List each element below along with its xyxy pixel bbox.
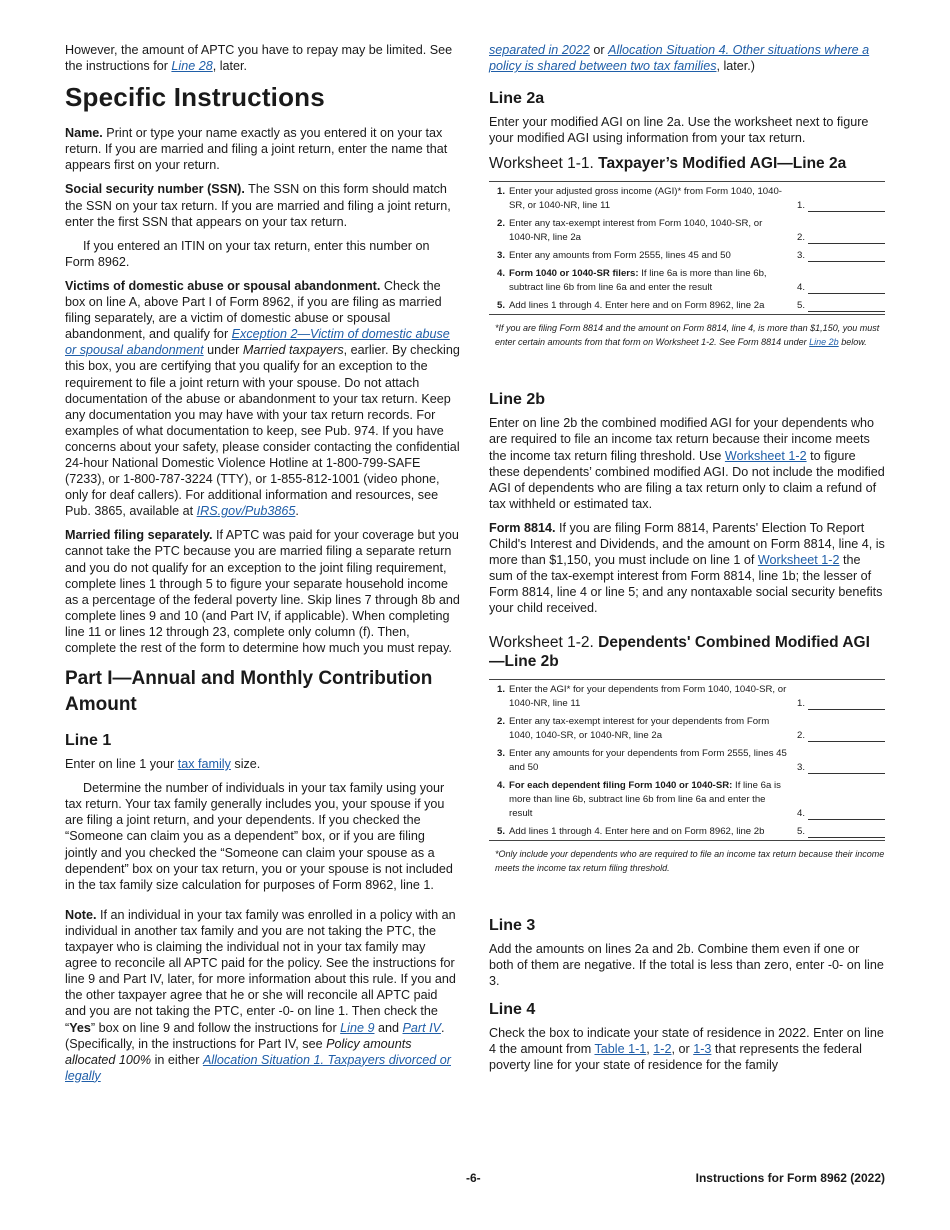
amount-field[interactable] <box>808 299 885 312</box>
link-line-9[interactable]: Line 9 <box>340 1020 375 1035</box>
link-tax-family[interactable]: tax family <box>177 757 231 772</box>
worksheet-1-2-row: 5. Add lines 1 through 4. Enter here and on Form 8962, line 2b 5. <box>489 822 885 841</box>
link-worksheet-1-2[interactable]: Worksheet 1-2 <box>757 553 840 568</box>
mfs-paragraph: Married filing separately. If APTC was paid for your coverage but you cannot take the PTC because you are married filing a separate return and you do not qualify for an exception to the joint filing requirement, complete lines 1 through 5 to figure your separate household income as a percentage of the federal poverty line. Skip lines 7 through 8b and complete lines 9 and 10 (and Part IV, if applicable). When completing line 11 or lines 12 through 23, complete only column (f). Then, complete the rest of the form to determine how much you must repay. <box>65 528 460 655</box>
ssn-paragraph: Social security number (SSN). The SSN on this form should match the SSN on your tax return. If you are married and filing a joint return, enter the first SSN that appears on your tax return. <box>65 182 451 229</box>
worksheet-1-1-row: 2. Enter any tax-exempt interest from Form 1040, 1040-SR, or 1040-NR, line 2a 2. <box>489 214 885 246</box>
line-2a-heading: Line 2a <box>489 90 545 108</box>
left-column <box>65 42 460 1092</box>
link-allocation-situation-4[interactable]: Allocation Situation 4. Other situations where a policy is shared between two tax families <box>489 43 870 74</box>
link-allocation-situation-1[interactable]: Allocation Situation 1. Taxpayers divorced or legally <box>65 1052 451 1083</box>
amount-field[interactable] <box>808 281 885 294</box>
worksheet-1-1-row: 4. Form 1040 or 1040-SR filers: If line 6a is more than line 6b, subtract line 6b from line 6a and enter the result 4. <box>489 264 885 296</box>
worksheet-1-2-title: Worksheet 1-2. Dependents' Combined Modified AGI—Line 2b <box>489 633 870 670</box>
page-number: -6- <box>466 1171 481 1185</box>
name-paragraph: Name. Print or type your name exactly as you entered it on your tax return. If you are married and filing a joint return, enter the name that appears first on your return. <box>65 126 448 173</box>
line-1-paragraph: Enter on line 1 your tax family size. <box>65 757 261 772</box>
link-line-28[interactable]: Line 28 <box>171 59 213 74</box>
line-3-heading: Line 3 <box>489 916 536 934</box>
line-3-paragraph: Add the amounts on lines 2a and 2b. Combine them even if one or both of them are negative. If the total is less than zero, enter -0- on line 3. <box>489 941 884 988</box>
part-1-heading: Part I—Annual and Monthly Contribution Amount <box>65 668 433 716</box>
tax-family-paragraph: Determine the number of individuals in your tax family using your tax return. Your tax family generally includes you, your spouse if you are filing a joint return, and your dependents. If you checked the “Someone can claim you as a dependent” box, or if you are filing jointly and you checked the “Someone can claim your spouse as a dependent” box on your tax return, you or your spouse is not included in the tax family size calculation for purposes of Form 8962, line 1. <box>65 781 453 892</box>
worksheet-1-2 <box>489 679 885 841</box>
link-exception-2[interactable]: Exception 2—Victim of domestic abuse or spousal abandonment <box>65 327 450 358</box>
worksheet-1-1 <box>489 181 885 315</box>
line-4-heading: Line 4 <box>489 1000 536 1018</box>
link-table-1-3[interactable]: 1-3 <box>693 1041 712 1056</box>
worksheet-1-1-row: 5. Add lines 1 through 4. Enter here and on Form 8962, line 2a 5. <box>489 296 885 315</box>
amount-field[interactable] <box>808 249 885 262</box>
worksheet-1-2-row: 1. Enter the AGI* for your dependents from Form 1040, 1040-SR, or 1040-NR, line 11 1. <box>489 680 885 712</box>
line-2a-paragraph: Enter your modified AGI on line 2a. Use the worksheet next to figure your modified AGI using information from your tax return. <box>489 115 869 146</box>
link-irs-pub3865[interactable]: IRS.gov/Pub3865 <box>196 504 296 519</box>
note-paragraph: Note. If an individual in your tax family was enrolled in a policy with an individual in another tax family and you are not taking the PTC, the taxpayer who is claiming the individual not in your tax family may agree to reconcile all APTC paid for the policy. See the instructions for line 9 and Part IV, later, for more information about this rule. If you and the other taxpayer agree that he or she will reconcile all APTC paid and you are not taking the PTC, enter -0- on line 1. Then check the “Yes” box on line 9 and follow the instructions for Line 9 and Part IV. (Specifically, in the instructions for Part IV, see Policy amounts allocated 100% in either Allocation Situation 1. Taxpayers divorced or legally <box>65 907 456 1083</box>
amount-field[interactable] <box>808 697 885 710</box>
victims-paragraph: Victims of domestic abuse or spousal abandonment. Check the box on line A, above Part I of Form 8962, if you are filing as married filing separately, are a victim of domestic abuse or spousal abandonment, and qualify for Exception 2—Victim of domestic abuse or spousal abandonment under Married taxpayers, earlier. By checking this box, you are certifying that you qualify for an exception to the requirement to file a joint return with your spouse. Do not attach documentation of the abuse or abandonment to your tax return. Keep any documentation you may have with your tax return records. For examples of what documentation to keep, see Pub. 974. If you have concerns about your safety, please consider contacting the confidential 24-hour National Domestic Violence Hotline at 1-800-799-SAFE (7233), or 1-800-787-3224 (TTY), or 1-855-812-1001 (video phone, only for deaf callers). For additional information and resources, see Pub. 3865, available at IRS.gov/Pub3865. <box>65 278 460 519</box>
amount-field[interactable] <box>808 199 885 212</box>
worksheet-1-1-title: Worksheet 1-1. Taxpayer’s Modified AGI—Line 2a <box>489 155 847 173</box>
link-table-1-2[interactable]: 1-2 <box>653 1041 672 1056</box>
continuation-paragraph: separated in 2022 or Allocation Situation 4. Other situations where a policy is shared between two tax families, later.) <box>489 43 870 74</box>
itin-paragraph: If you entered an ITIN on your tax return, enter this number on Form 8962. <box>65 238 430 269</box>
amount-field[interactable] <box>808 807 885 820</box>
form-8814-paragraph: Form 8814. If you are filing Form 8814, Parents' Election To Report Child's Interest and Dividends, and the amount on Form 8814, line 4, is more than $1,150, you must include on line 1 of Worksheet 1-2 the sum of the tax-exempt interest from Form 8814, line 1b; the lesser of Form 8814, line 4 or line 5; and any nontaxable social security benefits your child received. <box>489 520 885 616</box>
amount-field[interactable] <box>808 761 885 774</box>
worksheet-1-2-row: 4. For each dependent filing Form 1040 or 1040-SR: If line 6a is more than line 6b, subtract line 6b from line 6a and enter the result 4. <box>489 776 885 822</box>
worksheet-1-2-note: *Only include your dependents who are required to file an income tax return because their income meets the income tax return filing threshold. <box>495 848 885 873</box>
worksheet-1-1-note: *If you are filing Form 8814 and the amount on Form 8814, line 4, is more than $1,150, you must enter certain amounts from that form on Worksheet 1-2. See Form 8814 under Line 2b below. <box>495 323 880 348</box>
right-column <box>489 42 885 1081</box>
amount-field[interactable] <box>808 729 885 742</box>
intro-paragraph: However, the amount of APTC you have to repay may be limited. See the instructions for Line 28, later. <box>65 43 453 74</box>
line-2b-heading: Line 2b <box>489 391 546 409</box>
link-worksheet-1-2[interactable]: Worksheet 1-2 <box>724 448 807 463</box>
link-part-iv[interactable]: Part IV <box>402 1020 441 1035</box>
section-heading: Specific Instructions <box>65 82 325 113</box>
link-separated-2022[interactable]: separated in 2022 <box>489 43 590 57</box>
amount-field[interactable] <box>808 231 885 244</box>
link-line-2b[interactable]: Line 2b <box>809 337 839 348</box>
line-2b-paragraph: Enter on line 2b the combined modified AGI for your dependents who are required to file an income tax return because their income meets the income tax return filing threshold. Use Worksheet 1-2 to figure these dependents’ combined modified AGI. Do not include the modified AGI of dependents who are filing a tax return only to claim a refund of tax withheld or estimated tax. <box>489 416 885 511</box>
line-1-heading: Line 1 <box>65 732 112 750</box>
worksheet-1-1-row: 3. Enter any amounts from Form 2555, lines 45 and 50 3. <box>489 246 885 264</box>
worksheet-1-2-row: 2. Enter any tax-exempt interest for your dependents from Form 1040, 1040-SR, or 1040-NR, line 2a 2. <box>489 712 885 744</box>
amount-field[interactable] <box>808 825 885 838</box>
worksheet-1-1-row: 1. Enter your adjusted gross income (AGI)* from Form 1040, 1040-SR, or 1040-NR, line 11 1. <box>489 182 885 214</box>
worksheet-1-2-row: 3. Enter any amounts for your dependents from Form 2555, lines 45 and 50 3. <box>489 744 885 776</box>
line-4-paragraph: Check the box to indicate your state of residence in 2022. Enter on line 4 the amount from Table 1-1, 1-2, or 1-3 that represents the federal poverty line for your state of residence for the family <box>489 1025 884 1072</box>
link-table-1-1[interactable]: Table 1-1 <box>594 1041 647 1056</box>
footer-title: Instructions for Form 8962 (2022) <box>695 1171 885 1185</box>
